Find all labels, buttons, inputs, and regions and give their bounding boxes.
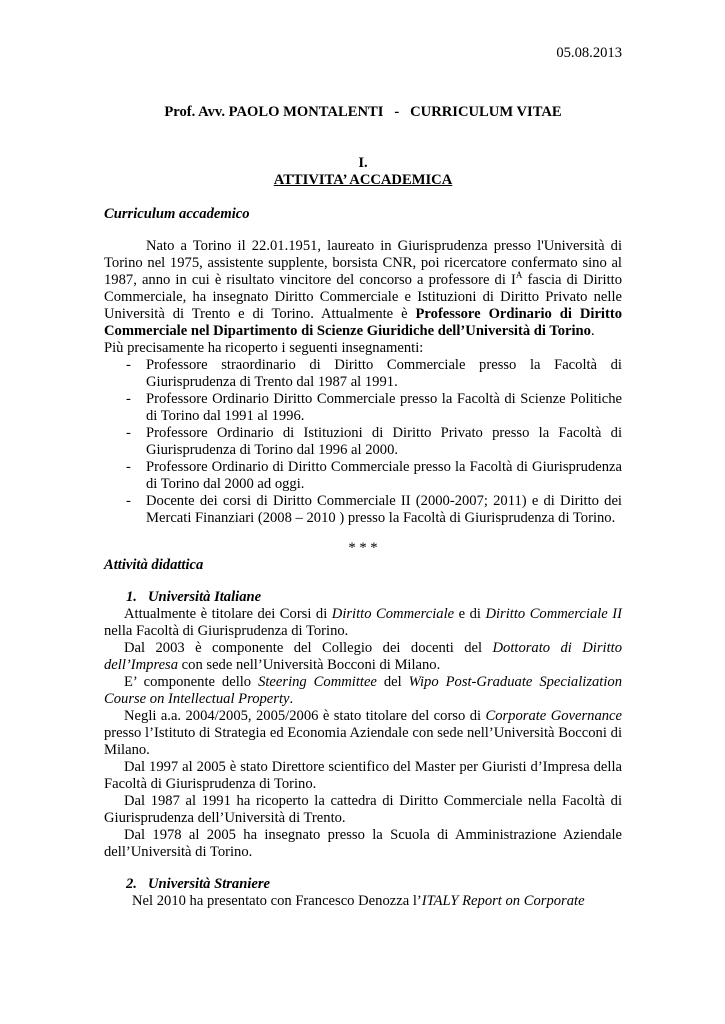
section-title: ATTIVITA’ ACCADEMICA [273,172,453,188]
straniere-body [104,893,622,910]
paragraph: Dal 1978 al 2005 ha insegnato presso la Scuola di Amministrazione Aziendale dell’Università di Torino. [104,827,622,860]
subsection-heading-italiane: 1. Università Italiane [126,589,262,605]
list-item: - Professore straordinario di Diritto Commerciale presso la Facoltà di Giurisprudenza di Trento dal 1987 al 1991. [126,357,622,390]
teaching-list [104,357,622,527]
paragraph: Dal 1987 al 1991 ha ricoperto la cattedra di Diritto Commerciale nella Facoltà di Giurisprudenza dell’Università di Trento. [104,793,622,826]
list-item: - Professore Ordinario di Istituzioni di Diritto Privato presso la Facoltà di Giurisprudenza di Torino dal 1996 al 2000. [126,425,622,458]
paragraph: Negli a.a. 2004/2005, 2005/2006 è stato titolare del corso di Corporate Governance presso l’Istituto di Strategia ed Economia Aziendale con sede nell’Università Bocconi di Milano. [104,708,623,758]
paragraph: E’ componente dello Steering Committee del Wipo Post-Graduate Specialization Course on Intellectual Property. [104,674,623,707]
curriculum-heading: Curriculum accademico [104,206,250,222]
teaching-intro: Più precisamente ha ricoperto i seguenti insegnamenti: [104,340,424,356]
superscript: A [515,270,523,281]
paragraph: Dal 1997 al 2005 è stato Direttore scientifico del Master per Giuristi d’Impresa della Facoltà di Giurisprudenza di Torino. [104,759,622,792]
paragraph: Attualmente è titolare dei Corsi di Diritto Commerciale e di Diritto Commerciale II nella Facoltà di Giurisprudenza di Torino. [104,606,622,639]
section-separator: * * * [348,540,378,556]
subsection-heading-straniere: 2. Università Straniere [126,876,271,892]
list-item: - Professore Ordinario Diritto Commerciale presso la Facoltà di Scienze Politiche di Torino dal 1991 al 1996. [126,391,622,424]
paragraph: Dal 2003 è componente del Collegio dei docenti del Dottorato di Diritto dell’Impresa con sede nell’Università Bocconi di Milano. [104,640,623,673]
paragraph: Nel 2010 ha presentato con Francesco Denozza l’ITALY Report on Corporate [132,893,585,909]
current-position: Professore Ordinario di Diritto Commerciale nel Dipartimento di Scienze Giuridiche dell’Università di Torino [104,306,622,339]
document-title: Prof. Avv. PAOLO MONTALENTI - CURRICULUM VITAE [164,104,562,120]
italiane-body [104,606,622,861]
section-number: I. [358,155,368,171]
didattica-heading: Attività didattica [104,557,204,573]
document-date: 05.08.2013 [556,45,622,61]
curriculum-paragraph: Nato a Torino il 22.01.1951, laureato in Giurisprudenza presso l'Università di Torino nel 1975, assistente supplente, borsista CNR, poi ricercatore confermato sino al 1987, anno in cui è risultato vincitore del concorso a professore di $I^A$ fascia di Diritto Commerciale, ha insegnato Diritto Commerciale e Istituzioni di Diritto Privato nelle Università di Trento e di Torino. Attualmente è Professore Ordinario di Diritto Commerciale nel Dipartimento di Scienze Giuridiche dell’Università di Torino. [104,238,622,339]
list-item: - Professore Ordinario di Diritto Commerciale presso la Facoltà di Giurisprudenza di Torino dal 2000 ad oggi. [126,459,622,492]
curriculum-body [104,238,622,527]
list-item: - Docente dei corsi di Diritto Commerciale II (2000-2007; 2011) e di Diritto dei Mercati Finanziari (2008 – 2010 ) presso la Facoltà di Giurisprudenza di Torino. [126,493,622,526]
